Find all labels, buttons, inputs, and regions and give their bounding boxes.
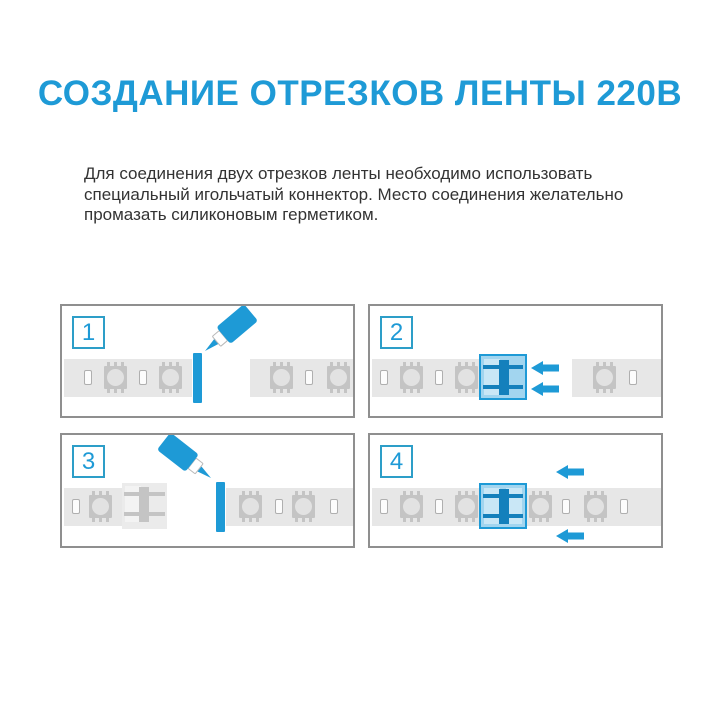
led-pads (403, 518, 406, 522)
resistor-icon (72, 499, 80, 514)
led-chip-icon (239, 491, 262, 522)
resistor-icon (84, 370, 92, 385)
intro-line-1: Для соединения двух отрезков ленты необходимо использовать (84, 164, 593, 183)
needle-connector (122, 483, 167, 529)
led-chip-body (455, 495, 478, 518)
led-pads (532, 518, 535, 522)
led-lens (596, 369, 613, 386)
arrow-left-icon (531, 382, 559, 396)
intro-line-3: промазать силиконовым герметиком. (84, 205, 379, 224)
step-panel-2 (368, 304, 663, 418)
led-chip-body (400, 495, 423, 518)
led-pads (295, 518, 298, 522)
connector-pin (124, 512, 165, 516)
led-pads (242, 518, 245, 522)
led-lens (532, 498, 549, 515)
led-chip-body (529, 495, 552, 518)
led-chip-body (89, 495, 112, 518)
needle-connector (479, 354, 527, 400)
step-number: 4 (389, 447, 404, 475)
led-chip-icon (400, 491, 423, 522)
led-chip-body (584, 495, 607, 518)
connector-pin (483, 494, 523, 498)
page-title: СОЗДАНИЕ ОТРЕЗКОВ ЛЕНТЫ 220В (37, 74, 683, 113)
led-chip-icon (455, 362, 478, 393)
led-chip-body (292, 495, 315, 518)
resistor-icon (380, 370, 388, 385)
led-pads (107, 389, 110, 393)
led-chip-body (104, 366, 127, 389)
intro-line-2: специальный игольчатый коннектор. Место соединения желательно (84, 184, 624, 204)
resistor-icon (275, 499, 283, 514)
arrow-left-icon (531, 361, 559, 375)
resistor-icon (139, 370, 147, 385)
led-lens (587, 498, 604, 515)
led-chip-icon (292, 491, 315, 522)
led-pads (587, 518, 590, 522)
led-lens (162, 369, 179, 386)
led-lens (273, 369, 290, 386)
led-lens (92, 498, 109, 515)
led-strip (572, 359, 663, 397)
step-number-badge (72, 316, 105, 349)
led-lens (330, 369, 347, 386)
needle-connector (479, 483, 527, 529)
step-panel-3 (60, 433, 355, 548)
resistor-icon (562, 499, 570, 514)
sealant-bar-icon (216, 482, 225, 532)
led-chip-icon (400, 362, 423, 393)
led-chip-icon (270, 362, 293, 393)
connector-pin (483, 365, 523, 369)
led-pads (92, 518, 95, 522)
led-chip-body (593, 366, 616, 389)
connector-pin (483, 514, 523, 518)
led-chip-icon (529, 491, 552, 522)
connector-pin (124, 492, 165, 496)
led-chip-body (159, 366, 182, 389)
led-pads (330, 389, 333, 393)
led-chip-icon (584, 491, 607, 522)
resistor-icon (380, 499, 388, 514)
led-lens (403, 498, 420, 515)
step-number-badge (380, 316, 413, 349)
resistor-icon (305, 370, 313, 385)
led-pads (273, 389, 276, 393)
led-strip (226, 488, 355, 526)
resistor-icon (620, 499, 628, 514)
step-number: 2 (389, 318, 404, 346)
led-chip-icon (455, 491, 478, 522)
step-panel-1 (60, 304, 355, 418)
step-number: 1 (81, 318, 96, 346)
step-panel-4 (368, 433, 663, 548)
led-lens (295, 498, 312, 515)
led-pads (458, 389, 461, 393)
led-chip-icon (327, 362, 350, 393)
step-number: 3 (81, 447, 96, 475)
led-chip-body (455, 366, 478, 389)
led-chip-icon (104, 362, 127, 393)
arrow-left-icon (556, 529, 584, 543)
led-chip-icon (89, 491, 112, 522)
led-lens (458, 498, 475, 515)
resistor-icon (435, 370, 443, 385)
step-number-badge (380, 445, 413, 478)
led-pads (162, 389, 165, 393)
led-chip-body (239, 495, 262, 518)
led-chip-icon (593, 362, 616, 393)
led-lens (403, 369, 420, 386)
led-pads (458, 518, 461, 522)
connector-pin (483, 385, 523, 389)
led-chip-body (327, 366, 350, 389)
sealant-bar-icon (193, 353, 202, 403)
led-strip (64, 359, 192, 397)
resistor-icon (629, 370, 637, 385)
led-lens (242, 498, 259, 515)
arrow-left-icon (556, 465, 584, 479)
led-lens (107, 369, 124, 386)
led-pads (403, 389, 406, 393)
led-strip (250, 359, 355, 397)
resistor-icon (435, 499, 443, 514)
step-number-badge (72, 445, 105, 478)
led-chip-body (270, 366, 293, 389)
led-chip-icon (159, 362, 182, 393)
led-pads (596, 389, 599, 393)
resistor-icon (330, 499, 338, 514)
led-lens (458, 369, 475, 386)
led-chip-body (400, 366, 423, 389)
intro-text (84, 164, 623, 226)
